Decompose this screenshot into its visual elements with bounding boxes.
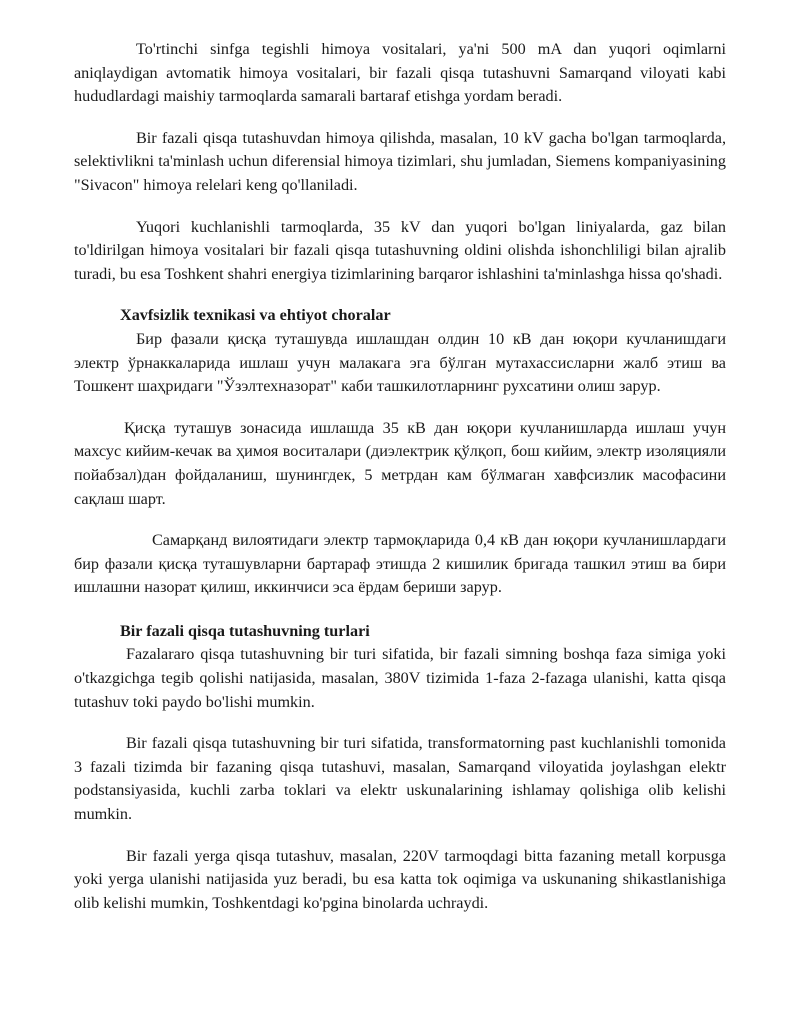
paragraph-safety-brigade: Самарқанд вилоятидаги электр тармоқларида 0,4 кВ дан юқори кучланишлардаги бир фазали қисқа туташувларни бартараф этишда 2 кишилик бригада ташкил этиш ва бири ишлашни назорат қилиш, иккинчиси эса ёрдам бериши зарур. bbox=[74, 531, 726, 597]
paragraph-safety-qualified-staff: Бир фазали қисқа туташувда ишлашдан олдин 10 кВ дан юқори кучланишдаги электр ўрнаккаларида ишлаш учун малакага эга бўлган мутахассисларни жалб этиш ва Тошкент шаҳридаги "Ўзэлтехназорат" каби ташкилотларнинг рухсатини олиш зарур. bbox=[74, 329, 726, 396]
paragraph-differential-protection: Bir fazali qisqa tutashuvdan himoya qilishda, masalan, 10 kV gacha bo'lgan tarmoqlarda, selektivlikni ta'minlash uchun diferensial himoya tizimlari, shu jumladan, Siemens kompaniyasining "Sivacon" himoya relelari keng qo'llaniladi. bbox=[74, 128, 726, 194]
paragraph-gas-insulated-protection: Yuqori kuchlanishli tarmoqlarda, 35 kV dan yuqori bo'lgan liniyalarda, gaz bilan to'ldirilgan himoya vositalari bir fazali qisqa tutashuvning oldini olishda ishonchliligi bilan ajralib turadi, bu esa Toshkent shahri energiya tizimlarining barqaror ishlashini ta'minlashga hissa qo'shadi. bbox=[74, 217, 726, 283]
paragraph-types-phase-to-phase: Fazalararo qisqa tutashuvning bir turi sifatida, bir fazali simning boshqa faza simiga yoki o'tkazgichga tegib qolishi natijasida, masalan, 380V tizimida 1-faza 2-fazaga ulanishi, katta qisqa tutashuv toki paydo bo'lishi mumkin. bbox=[74, 645, 726, 711]
document-page bbox=[74, 38, 726, 915]
paragraph-protection-class-four: To'rtinchi sinfga tegishli himoya vositalari, ya'ni 500 mA dan yuqori oqimlarni aniqlaydigan avtomatik himoya vositalari, bir fazali qisqa tutashuvni Samarqand viloyati kabi hududlardagi maishiy tarmoqlarda samarali bartaraf etishga yordam beradi. bbox=[74, 40, 726, 106]
paragraph-types-ground-fault: Bir fazali yerga qisqa tutashuv, masalan, 220V tarmoqdagi bitta fazaning metall korpusga yoki yerga ulanishi natijasida yuz beradi, bu esa katta tok oqimiga va uskunaning shikastlanishiga olib kelishi mumkin, Toshkentdagi ko'pgina binolarda uchraydi. bbox=[74, 846, 726, 912]
section-heading-types: Bir fazali qisqa tutashuvning turlari bbox=[120, 621, 370, 640]
paragraph-types-transformer: Bir fazali qisqa tutashuvning bir turi sifatida, transformatorning past kuchlanishli tomonida 3 fazali tizimda bir fazaning qisqa tutashuvi, masalan, Samarqand viloyatida joylashgan elektr podstansiyasida, kuchli zarba toklari va elektr uskunalarining ishlamay qolishiga olib kelishi mumkin. bbox=[74, 734, 726, 824]
paragraph-safety-protective-gear: Қисқа туташув зонасида ишлашда 35 кВ дан юқори кучланишларда ишлаш учун махсус кийим-кечак ва ҳимоя воситалари (диэлектрик қўлқоп, бош кийим, электр изоляцияли пойабзал)дан фойдаланиш, шунингдек, 5 метрдан кам бўлмаган хавфсизлик масофасини сақлаш шарт. bbox=[74, 418, 726, 508]
section-heading-safety: Xavfsizlik texnikasi va ehtiyot choralar bbox=[120, 306, 391, 325]
